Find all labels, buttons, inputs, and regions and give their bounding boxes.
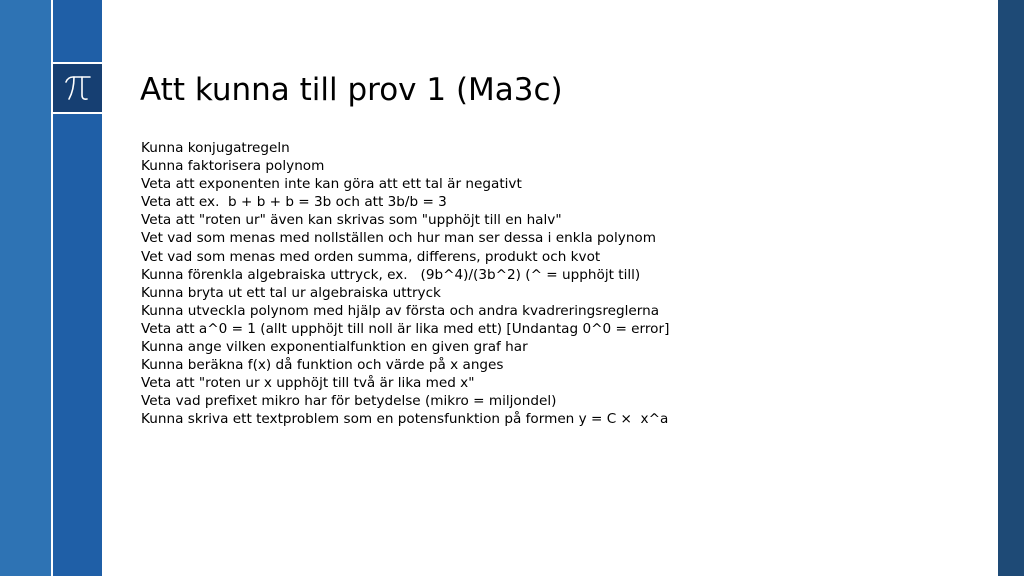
list-item: Veta att ex. b + b + b = 3b och att 3b/b = 3 xyxy=(141,194,447,211)
list-item: Kunna utveckla polynom med hjälp av första och andra kvadreringsreglerna xyxy=(141,302,660,319)
right-decor-bar xyxy=(998,0,1024,576)
list-item: Veta att exponenten inte kan göra att ett tal är negativt xyxy=(141,176,522,193)
list-item: Kunna beräkna f(x) då funktion och värde på x anges xyxy=(141,357,504,374)
list-item: Kunna ange vilken exponentialfunktion en given graf har xyxy=(141,339,528,356)
list-item: Veta att "roten ur x upphöjt till två är lika med x" xyxy=(141,375,475,392)
list-item: Kunna faktorisera polynom xyxy=(141,158,325,175)
list-item: Kunna konjugatregeln xyxy=(141,140,290,156)
list-item: Kunna bryta ut ett tal ur algebraiska uttryck xyxy=(141,284,441,301)
list-item: Vet vad som menas med orden summa, differens, produkt och kvot xyxy=(141,248,601,265)
page-title: Att kunna till prov 1 (Ma3c) xyxy=(140,72,563,108)
left-decor-bar-outer xyxy=(0,0,51,576)
list-item: Vet vad som menas med nollställen och hur man ser dessa i enkla polynom xyxy=(141,230,656,247)
list-item: Kunna skriva ett textproblem som en potensfunktion på formen y = C × x^a xyxy=(141,411,669,428)
list-item: Kunna förenkla algebraiska uttryck, ex. (9b^4)/(3b^2) (^ = upphöjt till) xyxy=(141,266,641,283)
pi-icon xyxy=(63,72,93,104)
list-item: Veta att a^0 = 1 (allt upphöjt till noll är lika med ett) [Undantag 0^0 = error] xyxy=(141,320,670,337)
list-item: Veta att "roten ur" även kan skrivas som "upphöjt till en halv" xyxy=(141,212,562,229)
list-item: Veta vad prefixet mikro har för betydelse (mikro = miljondel) xyxy=(141,393,557,410)
checklist xyxy=(141,139,669,429)
logo-box xyxy=(53,62,102,114)
